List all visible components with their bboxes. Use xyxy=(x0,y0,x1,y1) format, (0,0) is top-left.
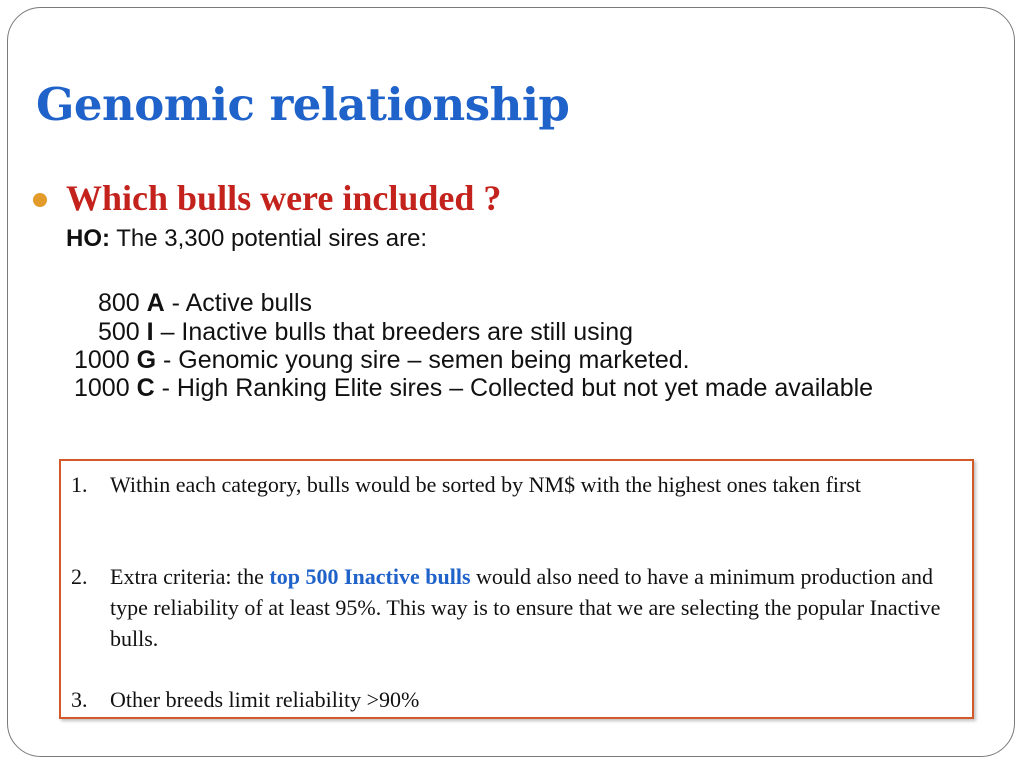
category-count: 1000 xyxy=(74,346,130,374)
note-number: 1. xyxy=(71,472,88,497)
note-text-pre: Extra criteria: the xyxy=(110,564,270,589)
category-code: A xyxy=(146,289,165,317)
ho-line xyxy=(66,225,427,253)
category-code: G xyxy=(136,346,157,374)
note-text-post: would also need to have a minimum production and type reliability of at least 95%. This way is to ensure that we are selecting the popular Inactive bulls. xyxy=(110,564,941,651)
criteria-notes-box xyxy=(59,459,974,719)
note-text xyxy=(110,561,945,654)
note-highlight: top 500 Inactive bulls xyxy=(269,564,471,589)
note-number: 3. xyxy=(71,687,88,712)
bullet-dot-icon xyxy=(33,193,47,207)
category-text: - Genomic young sire – semen being marketed. xyxy=(156,346,690,374)
category-line-inactive xyxy=(98,318,633,347)
category-line-active xyxy=(98,289,312,318)
note-text: Within each category, bulls would be sorted by NM$ with the highest ones taken first xyxy=(110,472,862,497)
note-number: 2. xyxy=(71,564,88,589)
category-text: - High Ranking Elite sires – Collected but not yet made available xyxy=(154,374,874,402)
category-count: 500 xyxy=(98,318,140,346)
category-count: 800 xyxy=(98,289,140,317)
ho-text: The 3,300 potential sires are: xyxy=(110,225,428,252)
category-text: - Active bulls xyxy=(164,289,313,317)
note-text: Other breeds limit reliability >90% xyxy=(110,687,420,712)
ho-label: HO: xyxy=(66,225,110,252)
category-code: C xyxy=(136,374,155,402)
category-code: I xyxy=(146,318,154,346)
category-count: 1000 xyxy=(74,374,130,402)
category-line-collected xyxy=(74,374,873,403)
bullet-question: Which bulls were included ? xyxy=(66,178,502,218)
category-line-genomic xyxy=(74,346,690,375)
category-text: – Inactive bulls that breeders are still using xyxy=(153,318,634,346)
slide-title: Genomic relationship xyxy=(36,78,570,131)
